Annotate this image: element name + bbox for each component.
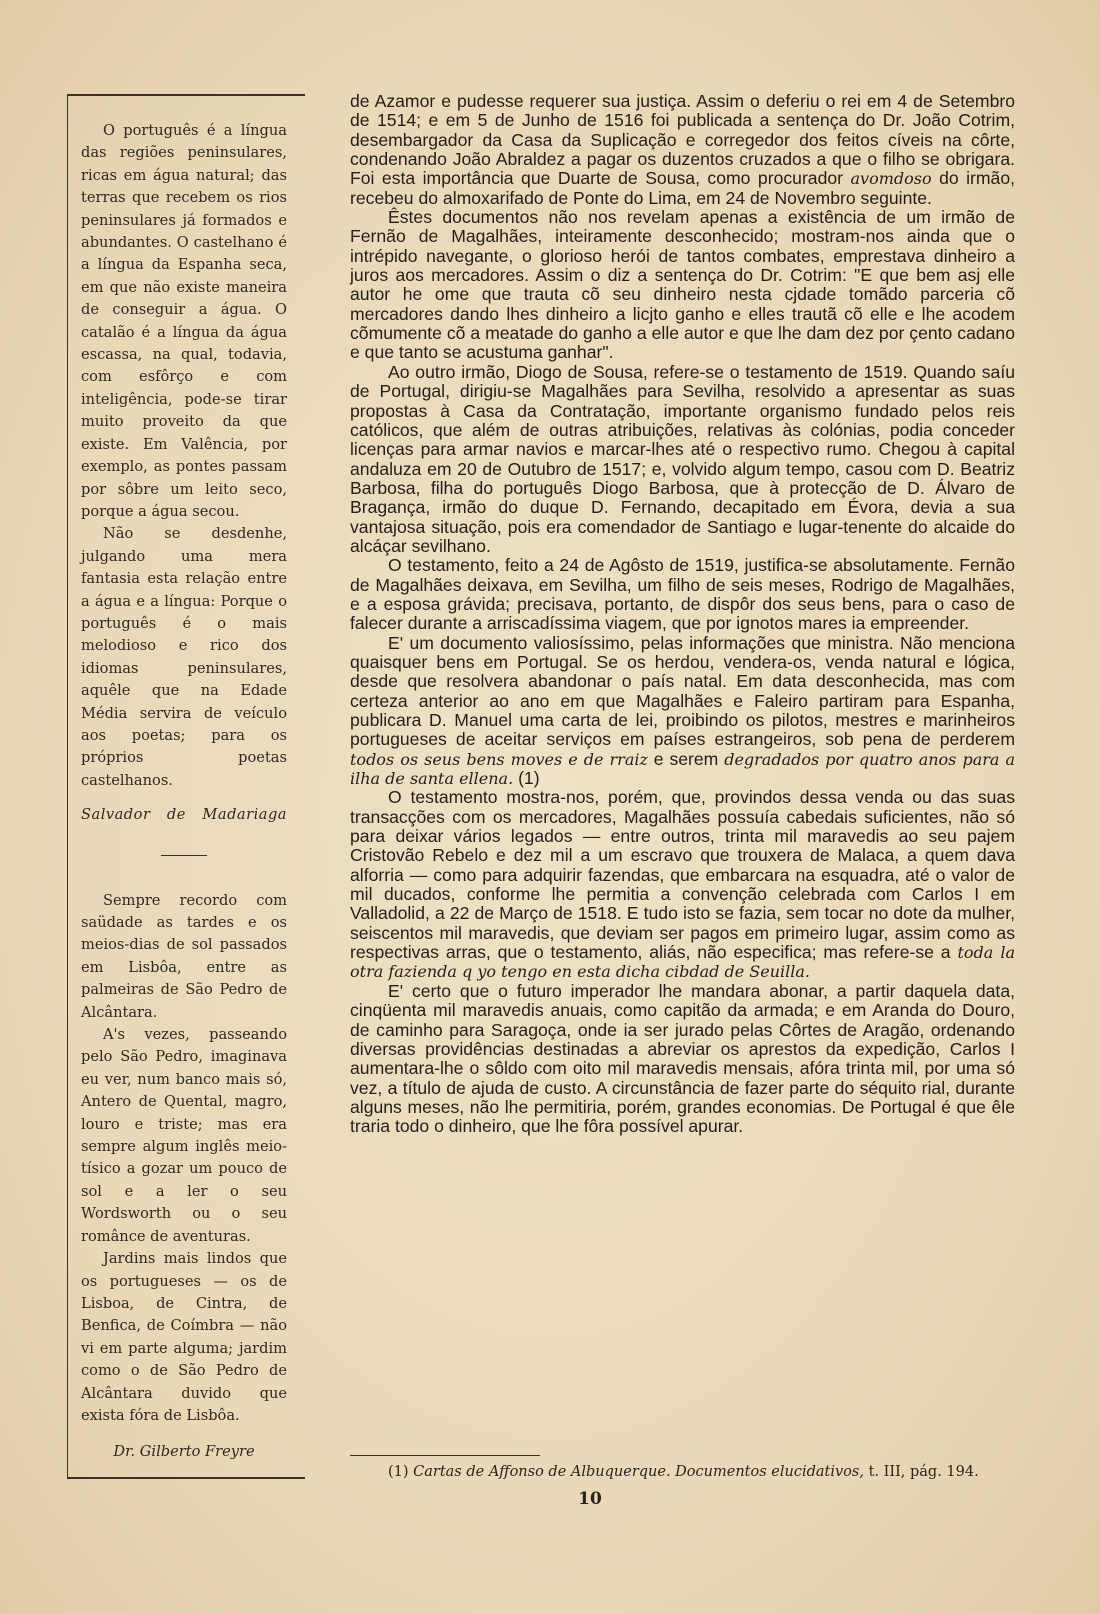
- article-paragraph: O testamento, feito a 24 de Agôsto de 1519, justifica-se absolutamente. Fernão de Magalhães deixava, em Sevilha, um filho de seis meses, Rodrigo de Magalhães, e a esposa grávida; precisava, portanto, de dispôr dos seus bens, para o caso de falecer durante a arriscadíssima viagem, que por ignotos mares ia empreender.: [350, 555, 1015, 634]
- quote-madariaga-paragraph-1: O português é a língua das regiões peninsulares, ricas em água natural; das terras que recebem os rios peninsulares já formados e abundantes. O castelhano é a língua da Espanha seca, em que não existe maneira de conseguir a água. O catalão é a língua da água escassa, na qual, todavia, com esfôrço e com inteligência, pode-se tirar muito proveito da que existe. Em Valência, por exemplo, as pontes passam por sôbre um leito seco, porque a água secou.: [81, 122, 287, 520]
- footnote-title: Cartas de Affonso de Albuquerque. Documentos elucidativos,: [413, 1464, 864, 1480]
- article-paragraph: E' certo que o futuro imperador lhe mandara abonar, a partir daquela data, cinqüenta mil maravedis anuais, como capitão da armada; e em Aranda do Douro, de caminho para Saragoça, onde ia ser jurado pelas Côrtes de Aragão, ordenando diversas providências destinadas a abreviar os aprestos da expedição, Carlos I aumentara-lhe o sôldo com oito mil maravedis mensais, afóra trinta mil, por uma só vez, a título de ajuda de custo. A circunstância de fazer parte do séquito rial, durante alguns meses, não lhe permitiria, porém, grandes economias. De Portugal é que êle traria todo o dinheiro, que lhe fôra possível apurar.: [350, 980, 1015, 1137]
- footnote-marker: (1): [388, 1464, 409, 1480]
- article-paragraph: O testamento mostra-nos, porém, que, provindos dessa venda ou das suas transacções com os mercadores, Magalhães possuía cabedais suficientes, não só para deixar vários legados — entre outros, trinta mil maravedis ao seu pajem Cristovão Rebelo e dez mil a um escravo que trouxera de Malaca, a quem dava alforria — como para adquirir fazendas, que embarcara na esquadra, até o valor de mil ducados, conforme lhe permitia a convenção celebrada com Carlos I em Valladolid, a 22 de Março de 1518. E tudo isto se fazia, sem tocar no dote da mulher, seiscentos mil maravedis, que deviam ser pagos em primeiro lugar, assim como as respectivas arras, que o testamento, aliás, não especifica; mas refere-se a toda la otra fazienda q yo tengo en esta dicha cibdad de Seuilla.: [350, 787, 1015, 982]
- footnote-rule: [350, 1455, 540, 1456]
- article-paragraph: de Azamor e pudesse requerer sua justiça. Assim o deferiu o rei em 4 de Setembro de 1514; e em 5 de Junho de 1516 foi publicada a sentença do Dr. João Cotrim, desembargador da Casa da Suplicação e corregedor dos feitos cíveis na côrte, condenando João Abraldez a pagar os duzentos cruzados a que o filho se obrigara. Foi esta importância que Duarte de Sousa, como procurador avomdoso do irmão, recebeu do almoxarifado de Ponte do Lima, em 24 de Novembro seguinte.: [350, 91, 1016, 208]
- quote-freyre-paragraph-3: Jardins mais lindos que os portugueses — os de Lisboa, de Cintra, de Benfica, de Coímbra — não vi em parte alguma; jardim como o de São Pedro de Alcântara duvido que exista fóra de Lisbôa.: [81, 1250, 287, 1424]
- quote-madariaga-paragraph-2: Não se desdenhe, julgando uma mera fantasia esta relação entre a água e a língua: Porque o português é o mais melodioso e rico dos idiomas peninsulares, aquêle que na Edade Média servira de veículo aos poetas; para os próprios poetas castelhanos.: [81, 525, 287, 789]
- page-number: 10: [578, 1489, 602, 1509]
- sidebar-quotes-box: [67, 94, 305, 1479]
- article-body: [350, 92, 1015, 1137]
- sidebar-divider: [161, 855, 207, 856]
- quote-madariaga-author: Salvador de Madariaga: [81, 806, 287, 824]
- article-paragraph: Ao outro irmão, Diogo de Sousa, refere-se o testamento de 1519. Quando saíu de Portugal, dirigiu-se Magalhães para Sevilha, resolvido a apresentar as suas propostas à Casa da Contratação, importante organismo fundado pelos reis católicos, que além de outras atribuições, relativas às colónias, podia conceder licenças para armar navios e marcar-lhes até o respectivo rumo. Chegou à capital andaluza em 20 de Outubro de 1517; e, volvido algum tempo, casou com D. Beatriz Barbosa, filha do português Diogo Barbosa, que à protecção de D. Álvaro de Bragança, irmão do duque D. Fernando, decapitado em Évora, devia a sua vantajosa situação, pois era comendador de Santiago e lugar-tenente do alcaide do alcáçar sevilhano.: [350, 361, 1015, 556]
- footnote: [388, 1464, 1008, 1480]
- quote-freyre-author: Dr. Gilberto Freyre: [113, 1443, 255, 1461]
- quote-freyre-paragraph-1: Sempre recordo com saüdade as tardes e os meios-dias de sol passados em Lisbôa, entre as palmeiras de São Pedro de Alcântara.: [81, 891, 287, 1021]
- article-paragraph: E' um documento valiosíssimo, pelas informações que ministra. Não menciona quaisquer bens em Portugal. Se os herdou, vendera-os, venda natural e lógica, desde que resolvera abandonar o país natal. Em data desconhecida, mas com certeza anterior ao ano em que Magalhães e Faleiro partiram para Espanha, publicara D. Manuel uma carta de lei, proibindo os pilotos, mestres e marinheiros portugueses de aceitar serviços em países estrangeiros, sob pena de perderem todos os seus bens moves e de rraiz e serem degradados por quatro anos para a ilha de santa ellena. (1): [350, 632, 1016, 789]
- footnote-reference: t. III, pág. 194.: [868, 1464, 979, 1480]
- quote-freyre-paragraph-2: A's vezes, passeando pelo São Pedro, imaginava eu ver, num banco mais só, Antero de Quental, magro, louro e triste; mas era sempre algum inglês meio-tísico a gozar um pouco de sol e a ler o seu Wordsworth ou o seu românce de aventuras.: [81, 1026, 287, 1245]
- article-paragraph: Êstes documentos não nos revelam apenas a existência de um irmão de Fernão de Magalhães, inteiramente desconhecido; mostram-nos ainda que o intrépido navegante, o glorioso herói de tantos combates, emprestava dinheiro a juros aos mercadores. Assim o diz a sentença do Dr. Cotrim: "E que bem asj elle autor he ome que trauta cõ seu dinheiro nesta cjdade tomãdo parceria cõ mercadores dando lhes dinheiro a licjto ganho e elles trautã cõ elle e lhe acodem cõmumente cõ a meatade do ganho a elle autor e que lhe dam dez por çento cadano e que tanto se acustuma ganhar".: [350, 207, 1015, 363]
